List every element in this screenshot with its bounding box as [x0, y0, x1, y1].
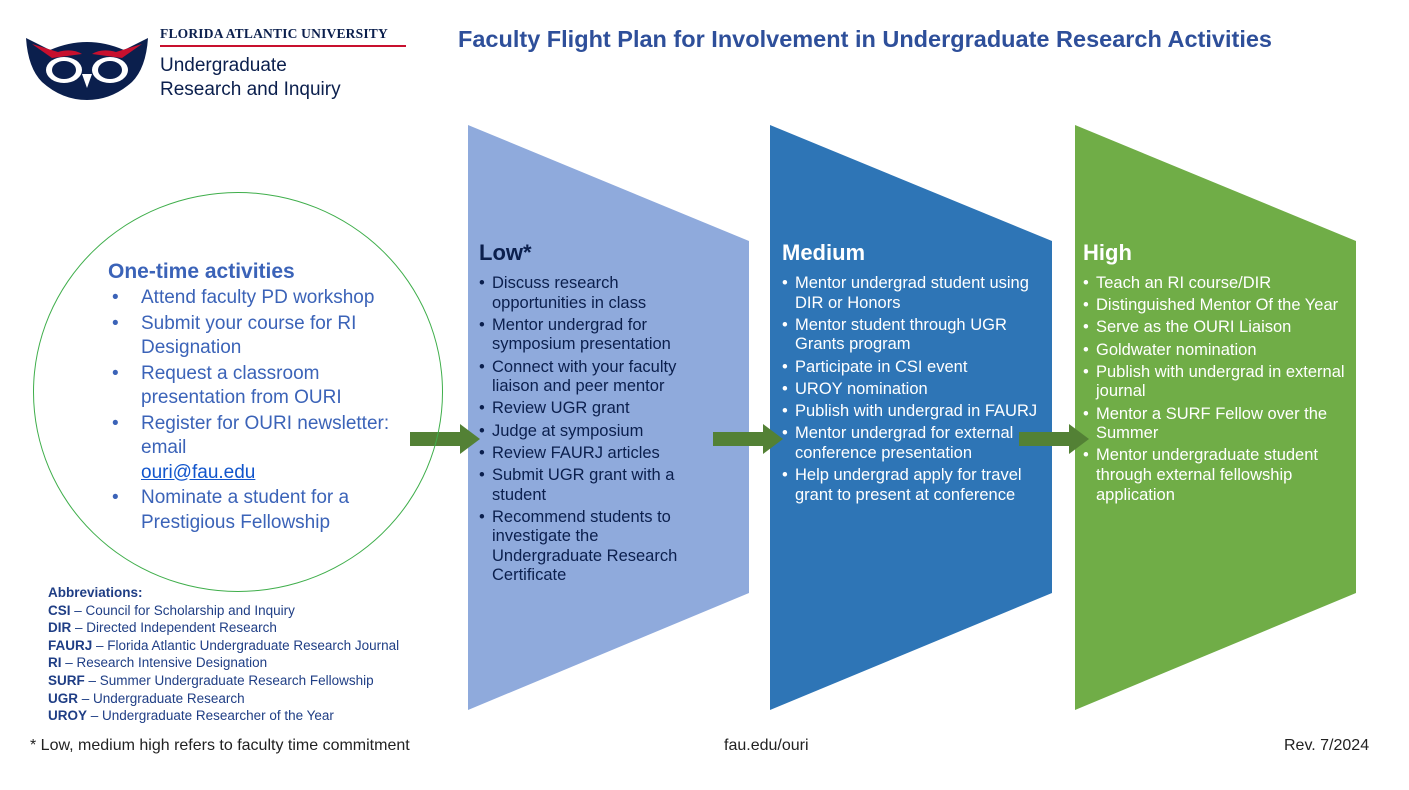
abbreviation-row [48, 602, 399, 620]
abbreviation-row [48, 672, 399, 690]
one-time-item: • Request a classroom presentation from OURI [108, 362, 428, 411]
abbreviation-term: SURF [48, 672, 85, 688]
list-item: • Recommend students to investigate the Undergraduate Research Certificate [479, 508, 697, 586]
abbreviation-term: FAURJ [48, 637, 93, 653]
list-item: • Submit UGR grant with a student [479, 466, 697, 505]
abbreviation-definition: – Directed Independent Research [71, 620, 277, 636]
list-item: • Mentor student through UGR Grants program [782, 316, 1044, 355]
list-item: • Publish with undergrad in external journal [1083, 363, 1345, 402]
abbreviation-row [48, 654, 399, 672]
list-item: • Discuss research opportunities in class [479, 274, 697, 313]
list-item: • UROY nomination [782, 380, 1044, 400]
abbreviation-row [48, 619, 399, 637]
level-high-title: High [1083, 240, 1132, 265]
list-item: • Participate in CSI event [782, 358, 1044, 378]
list-item: • Connect with your faculty liaison and peer mentor [479, 358, 697, 397]
abbreviations-title: Abbreviations: [48, 585, 143, 600]
level-medium-list [782, 274, 1044, 505]
department-line-2: Research and Inquiry [160, 79, 341, 100]
footnote: * Low, medium high refers to faculty time commitment [30, 737, 410, 754]
abbreviation-term: DIR [48, 620, 72, 636]
level-low-title: Low* [479, 240, 532, 265]
level-medium [782, 240, 1044, 508]
ouri-email-link[interactable]: ouri@fau.edu [141, 461, 256, 483]
abbreviation-definition: – Summer Undergraduate Research Fellowship [84, 672, 374, 688]
department-line-1: Undergraduate [160, 55, 287, 76]
abbreviation-term: UROY [48, 708, 88, 724]
newsletter-text: Register for OURI newsletter: email [141, 412, 390, 458]
list-item: • Review FAURJ articles [479, 444, 697, 464]
abbreviation-term: UGR [48, 690, 78, 706]
revision-label: Rev. 7/2024 [1284, 737, 1370, 754]
level-high [1083, 240, 1345, 508]
list-item: • Mentor undergrad for symposium presentation [479, 316, 697, 355]
abbreviation-row [48, 637, 399, 655]
list-item: • Serve as the OURI Liaison [1083, 318, 1345, 338]
list-item: • Judge at symposium [479, 422, 697, 442]
abbreviation-row [48, 690, 399, 708]
abbreviation-row [48, 707, 399, 725]
level-low-list [479, 274, 697, 586]
one-time-item: • Attend faculty PD workshop [108, 286, 428, 311]
list-item: • Mentor undergraduate student through external fellowship application [1083, 446, 1345, 505]
abbreviation-definition: – Council for Scholarship and Inquiry [70, 602, 295, 618]
page-title: Faculty Flight Plan for Involvement in Undergraduate Research Activities [458, 26, 1272, 52]
abbreviation-definition: – Undergraduate Research [78, 690, 245, 706]
abbreviation-definition: – Undergraduate Researcher of the Year [87, 708, 334, 724]
list-item: • Mentor undergrad student using DIR or Honors [782, 274, 1044, 313]
list-item: • Publish with undergrad in FAURJ [782, 402, 1044, 422]
abbreviation-definition: – Florida Atlantic Undergraduate Research Journal [92, 637, 400, 653]
one-time-item: • Nominate a student for a Prestigious Fellowship [108, 486, 428, 535]
list-item: • Goldwater nomination [1083, 341, 1345, 361]
level-medium-title: Medium [782, 240, 866, 265]
abbreviation-term: CSI [48, 602, 71, 618]
footer-url: fau.edu/ouri [724, 737, 809, 754]
list-item: • Teach an RI course/DIR [1083, 274, 1345, 294]
list-item: • Help undergrad apply for travel grant to present at conference [782, 466, 1044, 505]
abbreviation-definition: – Research Intensive Designation [61, 655, 268, 671]
one-time-item: • Submit your course for RI Designation [108, 312, 428, 361]
one-time-list [108, 286, 428, 535]
list-item: • Distinguished Mentor Of the Year [1083, 296, 1345, 316]
list-item: • Review UGR grant [479, 399, 697, 419]
one-time-title: One-time activities [108, 260, 295, 283]
level-high-list [1083, 274, 1345, 505]
list-item: • Mentor a SURF Fellow over the Summer [1083, 405, 1345, 444]
one-time-item [108, 412, 428, 486]
level-low [479, 240, 697, 589]
abbreviation-term: RI [48, 655, 62, 671]
list-item: • Mentor undergrad for external conference presentation [782, 424, 1044, 463]
one-time-activities [108, 260, 428, 536]
abbreviations-block [48, 584, 399, 725]
university-name: FLORIDA ATLANTIC UNIVERSITY [160, 26, 406, 47]
